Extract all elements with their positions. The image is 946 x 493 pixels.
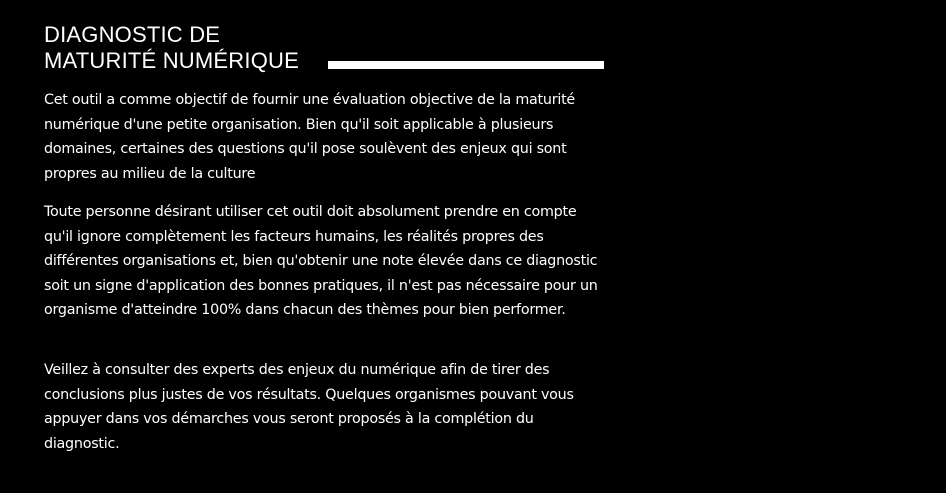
page-title-line1: DIAGNOSTIC DE (44, 22, 221, 47)
warning-paragraph: Toute personne désirant utiliser cet outil doit absolument prendre en compte qu'il ignore complètement les facteurs humains, les réalités propres des différentes organisations et, bien qu'obtenir une note élevée dans ce diagnostic soit un signe d'application des bonnes pratiques, il n'est pas nécessaire pour un organisme d'atteindre 100% dans chacun des thèmes pour bien performer. (44, 204, 598, 318)
intro-paragraph: Cet outil a comme objectif de fournir une évaluation objective de la maturité numérique d'une petite organisation. Bien qu'il soit applicable à plusieurs domaines, certaines des questions qu'il pose soulèvent des enjeux qui sont propres au milieu de la culture (44, 92, 575, 182)
title-underline-bar (328, 61, 604, 69)
advice-paragraph: Veillez à consulter des experts des enjeux du numérique afin de tirer des conclusions plus justes de vos résultats. Quelques organismes pouvant vous appuyer dans vos démarches vous seront proposés à la complétion du diagnostic. (44, 362, 574, 452)
page-title (44, 22, 299, 74)
page-title-line2: MATURITÉ NUMÉRIQUE (44, 48, 299, 73)
